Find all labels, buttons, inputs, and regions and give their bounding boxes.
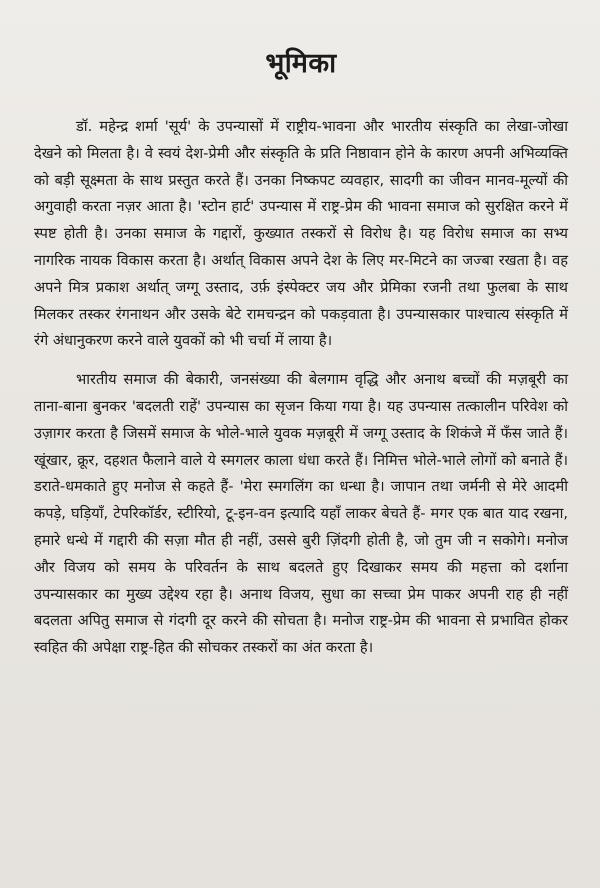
paragraph-2 (34, 367, 568, 662)
paragraph-1 (34, 114, 568, 355)
page-title: भूमिका (265, 48, 337, 79)
paragraph-2-text: भारतीय समाज की बेकारी, जनसंख्या की बेलगाम वृद्धि और अनाथ बच्चों की मज़बूरी का ताना-बाना बुनकर 'बदलती राहें' उपन्यास का सृजन किया गया है। यह उपन्यास तत्कालीन परिवेश को उज़ागर करता है जिसमें समाज के भोले-भाले युवक मज़बूरी में जग्गू उस्ताद के शिकंजे में फँस जाते हैं। खूंखार, क्रूर, दहशत फैलाने वाले ये स्मगलर काला धंधा करते हैं। निमित्त भोले-भाले लोगों को बनाते हैं। डराते-धमकाते हुए मनोज से कहते हैं- 'मेरा स्मगलिंग का धन्धा है। जापान तथा जर्मनी से मेरे आदमी कपड़े, घड़ियाँ, टेपरिकॉर्डर, स्टीरियो, टू-इन-वन इत्यादि यहाँ लाकर बेचते हैं- मगर एक बात याद रखना, हमारे धन्धे में गद्दारी की सज़ा मौत ही नहीं, उससे बुरी ज़िंदगी होती है, जो तुम जी न सकोगे। मनोज और विजय को समय के परिवर्तन के साथ बदलते हुए दिखाकर समय की महत्ता को दर्शाना उपन्यासकार का मुख्य उद्देश्य रहा है। अनाथ विजय, सुधा का सच्चा प्रेम पाकर अपनी राह ही नहीं बदलता अपितु समाज से गंदगी दूर करने की सोचता है। मनोज राष्ट्र-प्रेम की भावना से प्रभावित होकर स्वहित की अपेक्षा राष्ट्र-हित की सोचकर तस्करों का अंत करता है। (34, 371, 568, 657)
paragraph-1-text: डॉ. महेन्द्र शर्मा 'सूर्य' के उपन्यासों में राष्ट्रीय-भावना और भारतीय संस्कृति का लेखा-जोखा देखने को मिलता है। वे स्वयं देश-प्रेमी और संस्कृति के प्रति निष्ठावान होने के कारण अपनी अभिव्यक्ति को बड़ी सूक्ष्मता के साथ प्रस्तुत करते हैं। उनका निष्कपट व्यवहार, सादगी का जीवन मानव-मूल्यों की अगुवाही करता नज़र आता है। 'स्टोन हार्ट' उपन्यास में राष्ट्र-प्रेम की भावना समाज को सुरक्षित करने में स्पष्ट होती है। उनका समाज के गद्दारों, कुख्यात तस्करों से विरोध है। यह विरोध समाज का सभ्य नागरिक नायक विकास करता है। अर्थात् विकास अपने देश के लिए मर-मिटने का जज्बा रखता है। वह अपने मित्र प्रकाश अर्थात् जग्गू उस्ताद, उर्फ़ इंस्पेक्टर जय और प्रेमिका रजनी तथा फुलबा के साथ मिलकर तस्कर रंगनाथन और उसके बेटे रामचन्द्रन को पकड़वाता है। उपन्यासकार पाश्चात्य संस्कृति में रंगे अंधानुकरण करने वाले युवकों को भी चर्चा में लाया है। (34, 118, 568, 350)
